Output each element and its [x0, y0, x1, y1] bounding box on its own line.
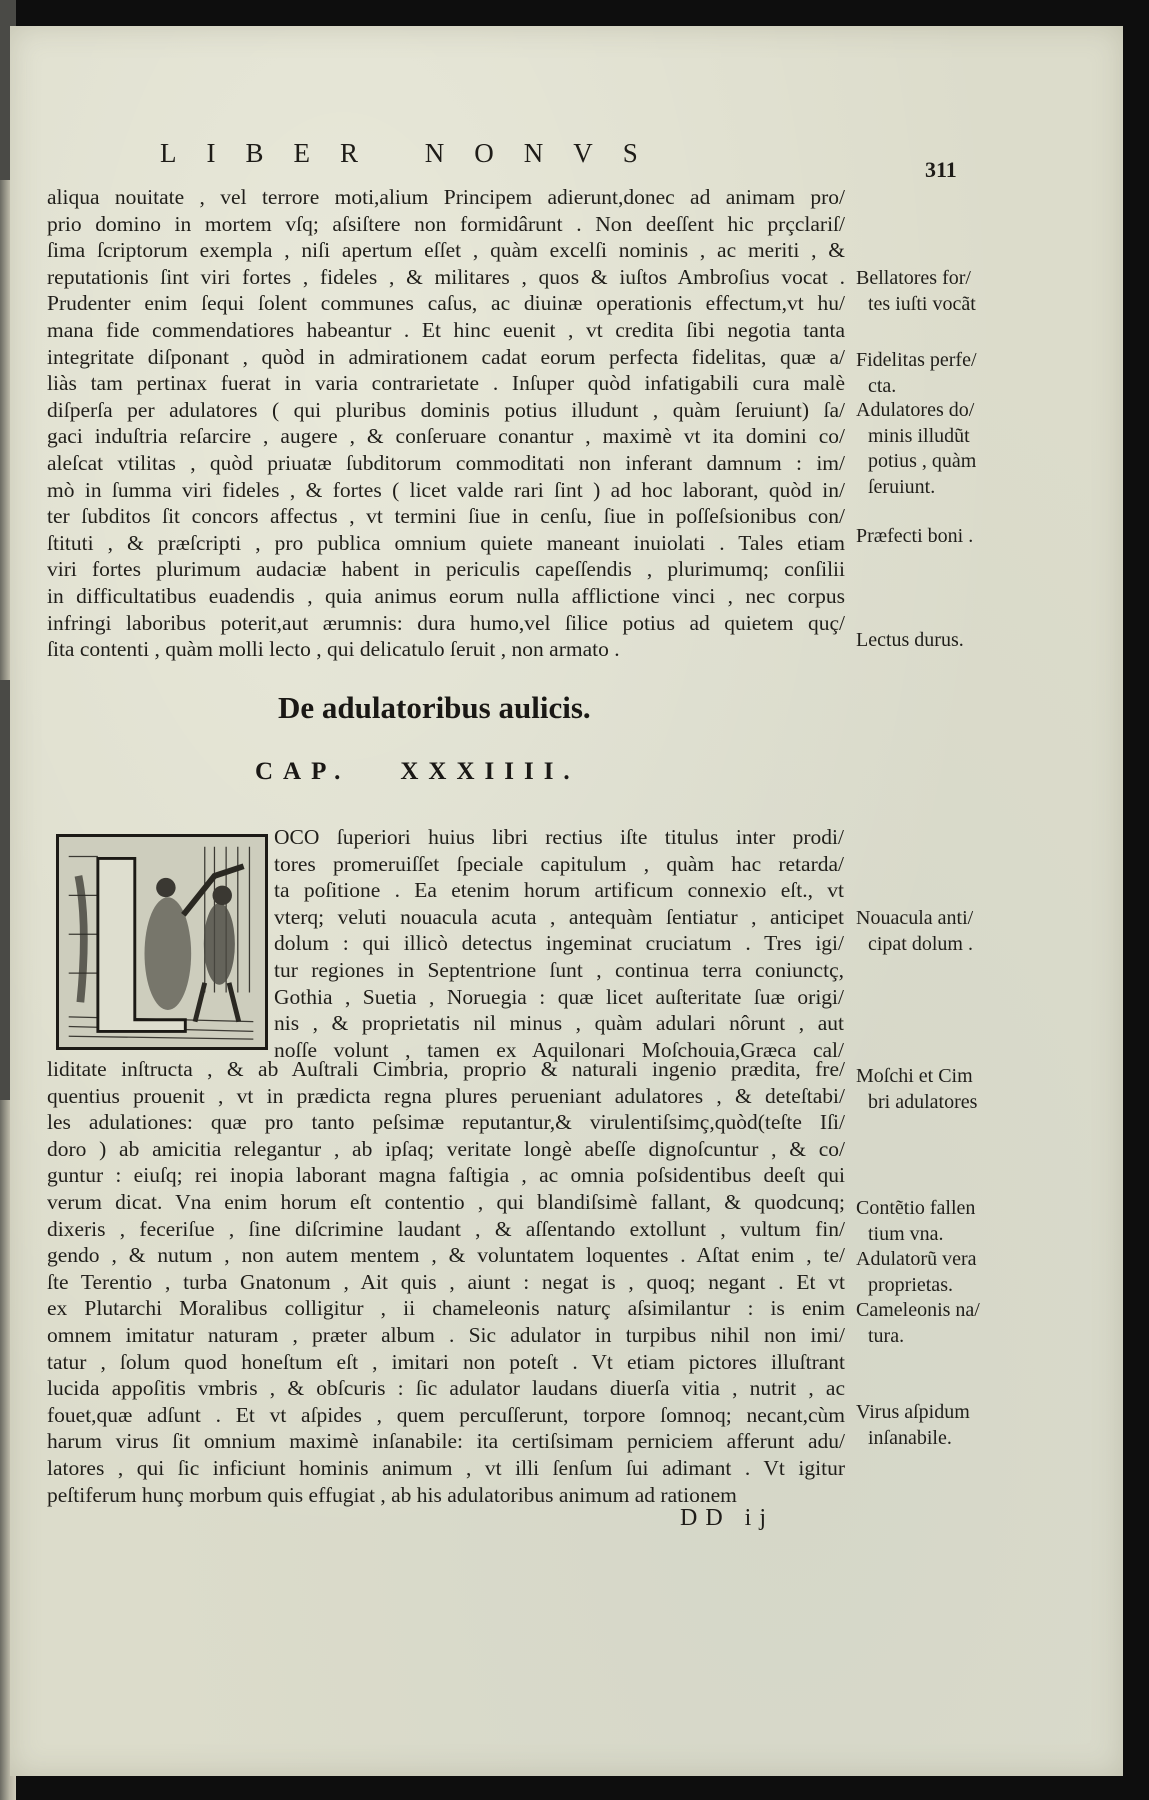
margin-note-line: potius , quàm	[868, 450, 977, 472]
margin-note-line: Moſchi et Cim	[856, 1065, 973, 1087]
text-line: dolum : qui illicò detectus ingeminat cruciatum . Tres igi/	[274, 931, 844, 956]
woodcut-illustration	[59, 837, 265, 1047]
margin-note-line: Lectus durus.	[856, 629, 964, 651]
woodcut-initial-l	[56, 834, 268, 1050]
text-line: peſtiferum hunç morbum quis effugiat , ab his adulatoribus animum ad rationem	[47, 1482, 737, 1507]
text-line: dixeris , feceriſue , ſine diſcrimine laudant , & aſſentando extollunt , vultum fin/	[47, 1216, 845, 1241]
text-line: ſtituti , & præſcripti , pro publica omnium quiete maneant inuiolati . Tales etiam	[47, 530, 845, 555]
signature-mark: DD ij	[680, 1505, 774, 1531]
margin-note	[856, 628, 1006, 654]
running-head: LIBER NONVS	[160, 138, 668, 168]
text-line: ta poſitione . Ea etenim horum artificum connexio eſt., vt	[274, 878, 844, 903]
text-line: liàs tam pertinax fuerat in varia contrarietate . Inſuper quòd infatigabili cura malè	[47, 371, 845, 396]
text-line: Prudenter enim ſequi ſolent communes caſus, ac diuinæ operationis effectum,vt hu/	[47, 291, 845, 316]
chapter-title: De adulatoribus aulicis.	[278, 690, 591, 725]
margin-note-line: Fidelitas perfe/	[856, 349, 977, 371]
text-line: latores , qui ſic inficiunt hominis animum , vt illi ſenſum ſui adimant . Vt igitur	[47, 1455, 845, 1480]
margin-note-line: Nouacula anti/	[856, 907, 974, 929]
margin-note-line: Contẽtio fallen	[856, 1197, 976, 1219]
margin-note-line: Adulatorũ vera	[856, 1248, 977, 1270]
text-line: noſſe volunt , tamen ex Aquilonari Moſchouia,Græca cal/	[274, 1037, 844, 1062]
text-line: guntur : eiuſq; rei inopia laborant magna faſtigia , ac omnia poſsidentibus deeſt qui	[47, 1163, 845, 1188]
margin-note-line: inſanabile.	[868, 1426, 952, 1449]
margin-note	[856, 1247, 1006, 1298]
margin-note	[856, 524, 1006, 550]
text-line: integritate diſponant , quòd in admirationem cadat eorum perfecta fidelitas, quæ a/	[47, 344, 845, 369]
margin-note-line: bri adulatores	[868, 1090, 978, 1113]
text-line: ſima ſcriptorum exempla , niſi apertum eſſet , quàm excelſi nominis , ac meriti , &	[47, 238, 845, 263]
text-line: harum virus ſit omnium maximè inſanabile: ita certiſsimam perniciem afferunt adu/	[47, 1429, 845, 1454]
margin-note-line: tes iuſti vocãt	[868, 292, 976, 315]
text-line: lucida appoſitis vmbris , & obſcuris : ſic adulator laudans diuerſa vitia , nutrit , ac	[47, 1376, 845, 1401]
margin-note	[856, 906, 1006, 957]
text-line: gaci induſtria reſarcire , augere , & conſeruare conantur , maximè vt ita domini co/	[47, 424, 845, 449]
paragraph-2	[47, 1056, 845, 1508]
paragraph-2-beside-initial	[274, 824, 844, 1063]
text-line: mò in ſumma viri fideles , & fortes ( licet valde rari ſint ) ad hoc laborant, quòd in/	[47, 477, 845, 502]
margin-note-line: Cameleonis na/	[856, 1299, 980, 1321]
text-line: ter ſubditos ſit concors affectus , vt termini ſiue in cenſu, ſiue in poſſeſsionibus con/	[47, 504, 845, 529]
margin-note-line: tium vna.	[868, 1222, 944, 1245]
chapter-number	[255, 758, 580, 786]
text-line: vterq; veluti nouacula acuta , antequàm ſentiatur , anticipet	[274, 904, 844, 929]
text-line: quentius prouenit , vt in prædicta regna plures perueniant adulatores , & deteſtabi/	[47, 1083, 845, 1108]
text-line: liditate inſtructa , & ab Auſtrali Cimbria, proprio & naturali ingenio prædita, fre/	[47, 1057, 845, 1081]
margin-note-line: Adulatores do/	[856, 399, 975, 421]
text-line: les adulationes: quæ pro tanto peſsimæ reputantur,& virulentiſsimç,quòd(teſte Iſi/	[47, 1110, 845, 1135]
text-line: infringi laboribus poterit,aut ærumnis: dura humo,vel ſilice potius ad quietem quç/	[47, 610, 845, 635]
text-line: mana fide commendatiores habeantur . Et hinc euenit , vt credita ſibi negotia tanta	[47, 317, 845, 342]
text-line: in difficultatibus euadendis , quia animus eorum nulla afflictione vinci , nec corpus	[47, 583, 845, 608]
cap-label: CAP.	[255, 758, 351, 785]
margin-note-line: Bellatores for/	[856, 267, 971, 289]
margin-note	[856, 348, 1006, 399]
margin-note-line: tura.	[868, 1324, 905, 1347]
page-number: 311	[925, 157, 957, 182]
margin-note	[856, 1064, 1006, 1115]
margin-note-line: cipat dolum .	[868, 932, 973, 955]
text-line: Gothia , Suetia , Noruegia : quæ licet auſteritate ſuæ origi/	[274, 984, 844, 1009]
text-line: gendo , & nutum , non autem mentem , & voluntatem loquentes . Aſtat enim , te/	[47, 1243, 845, 1268]
text-line: omnem imitatur naturam , præter album . Sic adulator in turpibus nihil non imi/	[47, 1322, 845, 1347]
text-line: prio domino in mortem vſq; aſsiſtere non formidârunt . Non deeſſent hic prçclariſ/	[47, 211, 845, 236]
text-line: ex Plutarchi Moralibus colligitur , ii chameleonis naturç aſsimilantur : is enim	[47, 1296, 845, 1321]
margin-note-line: minis illudũt	[868, 424, 970, 447]
text-line: ſita contenti , quàm molli lecto , qui delicatulo ſeruit , non armato .	[47, 637, 620, 662]
text-line: doro ) ab amicitia relegantur , ab ipſaq; veritate longè abeſſe dignoſcuntur , & co/	[47, 1136, 845, 1161]
margin-note	[856, 398, 1006, 500]
text-line: OCO ſuperiori huius libri rectius iſte titulus inter prodi/	[274, 825, 844, 849]
margin-note-line: proprietas.	[868, 1273, 953, 1296]
text-line: tur regiones in Septentrione ſunt , continua terra coniunctç,	[274, 957, 844, 982]
margin-note	[856, 1400, 1006, 1451]
margin-note-line: cta.	[868, 374, 897, 397]
margin-note-line: Virus aſpidum	[856, 1401, 970, 1423]
text-line: diſperſa per adulatores ( qui pluribus dominis potius illudunt , quàm ſeruiunt) ſa/	[47, 397, 845, 422]
text-line: aliqua nouitate , vel terrore moti,alium Principem adierunt,donec ad animam pro/	[47, 185, 845, 209]
text-line: nis , & proprietatis nil minus , quàm adulari nôrunt , aut	[274, 1011, 844, 1036]
cap-roman-numeral: XXXIIII.	[400, 758, 580, 785]
text-line: ſte Terentio , turba Gnatonum , Ait quis , aiunt : negat is , quoq; negant . Et vt	[47, 1269, 845, 1294]
margin-note	[856, 266, 1006, 317]
text-line: viri fortes plurimum audaciæ habent in periculis capeſſendis , plurimumq; conſilii	[47, 557, 845, 582]
margin-note-line: ſeruiunt.	[868, 475, 936, 498]
text-line: reputationis ſint viri fortes , fideles , & militares , quos & iuſtos Ambroſius vocat .	[47, 264, 845, 289]
text-line: tores promeruiſſet ſpeciale capitulum , quàm hac retarda/	[274, 851, 844, 876]
text-line: aleſcat vtilitas , quòd priuatæ ſubditorum commoditati non inferant damnum : im/	[47, 450, 845, 475]
margin-note-line: Præfecti boni .	[856, 525, 974, 547]
text-line: fouet,quæ adſunt . Et vt aſpides , quem percuſſerunt, torpore ſomnoq; necant,cùm	[47, 1402, 845, 1427]
text-line: verum dicat. Vna enim horum eſt contentio , qui blandiſsimè fallant, & quodcunq;	[47, 1189, 845, 1214]
margin-note	[856, 1298, 1006, 1349]
margin-note	[856, 1196, 1006, 1247]
text-line: tatur , ſolum quod honeſtum eſt , imitari non poteſt . Vt etiam pictores illuſtrant	[47, 1349, 845, 1374]
paragraph-1	[47, 184, 845, 663]
